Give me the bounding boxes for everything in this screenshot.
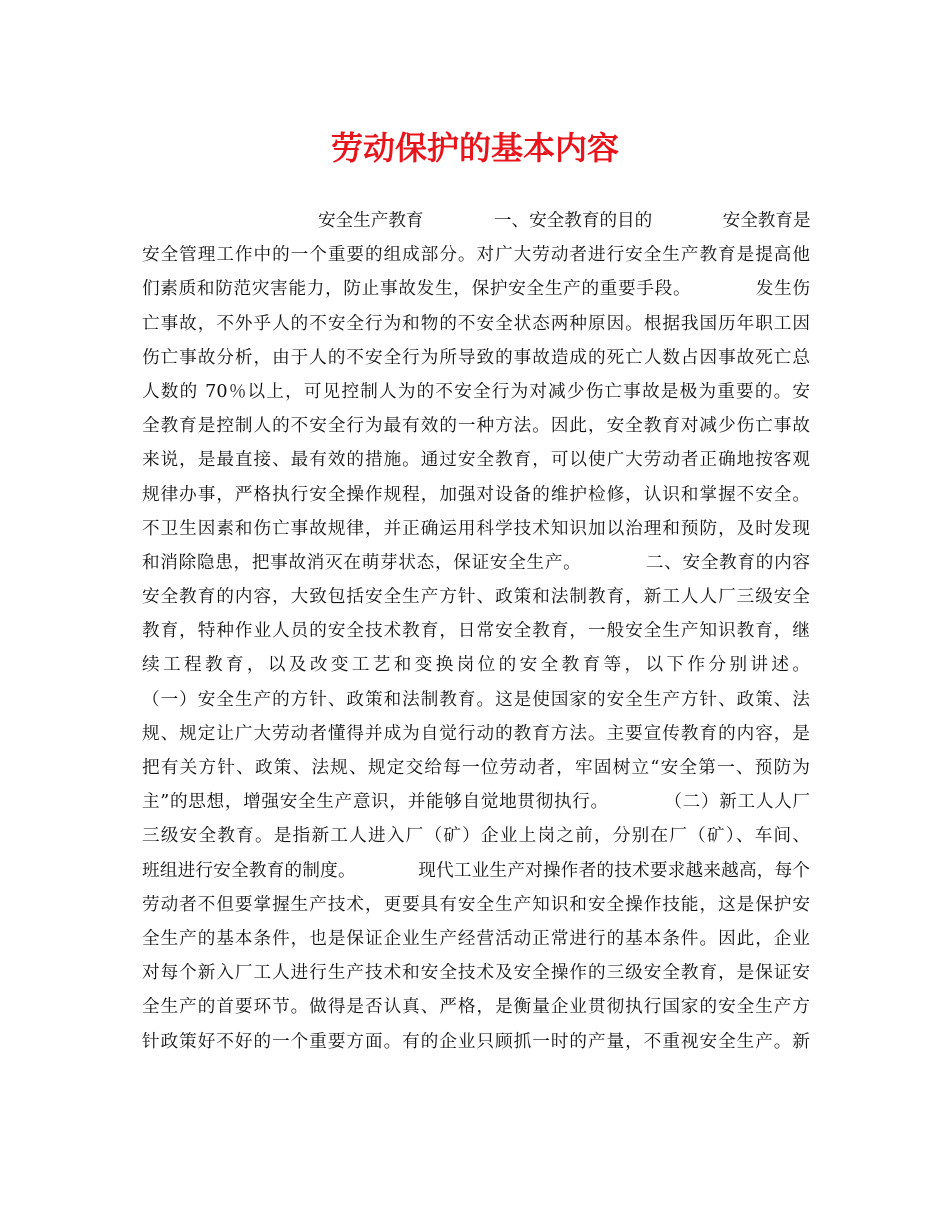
body-line: 教育，特种作业人员的安全技术教育，日常安全教育，一般安全生产知识教育，继 (142, 621, 810, 642)
body-line: 安全生产教育 一、安全教育的目的 安全教育是 (142, 211, 811, 231)
body-line: 安全管理工作中的一个重要的组成部分。对广大劳动者进行安全生产教育是提高他 (142, 245, 810, 266)
body-line: 对每个新入厂工人进行生产技术和安全技术及安全操作的三级安全教育，是保证安 (142, 963, 810, 984)
body-line: 把有关方针、政策、法规、规定交给每一位劳动者，牢固树立“安全第一、预防为 (142, 758, 810, 778)
body-line: 全生产的基本条件，也是保证企业生产经营活动正常进行的基本条件。因此，企业 (142, 928, 810, 949)
body-line: 劳动者不但要掌握生产技术，更要具有安全生产知识和安全操作技能，这是保护安 (142, 894, 810, 915)
body-line: 班组进行安全教育的制度。 现代工业生产对操作者的技术要求越来越高，每个 (142, 860, 810, 881)
body-line: 全教育是控制人的不安全行为最有效的一种方法。因此，安全教育对减少伤亡事故 (142, 416, 810, 437)
body-line: 规、规定让广大劳动者懂得并成为自觉行动的教育方法。主要宣传教育的内容，是 (142, 723, 810, 744)
body-line: 们素质和防范灾害能力，防止事故发生，保护安全生产的重要手段。 发生伤 (142, 279, 810, 300)
body-line: （一）安全生产的方针、政策和法制教育。这是使国家的安全生产方针、政策、法 (142, 689, 810, 710)
body-line: 针政策好不好的一个重要方面。有的企业只顾抓一时的产量，不重视安全生产。新 (142, 1031, 810, 1052)
body-line: 不卫生因素和伤亡事故规律，并正确运用科学技术知识加以治理和预防，及时发现 (142, 518, 810, 539)
body-line: 续工程教育，以及改变工艺和变换岗位的安全教育等，以下作分别讲述。 (142, 655, 810, 676)
body-line: 亡事故，不外乎人的不安全行为和物的不安全状态两种原因。根据我国历年职工因 (142, 313, 810, 334)
body-line: 来说，是最直接、最有效的措施。通过安全教育，可以使广大劳动者正确地按客观 (142, 450, 810, 471)
document-body (142, 204, 810, 1059)
document-title: 劳动保护的基本内容 (330, 129, 619, 167)
body-line: 全生产的首要环节。做得是否认真、严格，是衡量企业贯彻执行国家的安全生产方 (142, 997, 810, 1018)
body-line: 三级安全教育。是指新工人进入厂（矿）企业上岗之前，分别在厂（矿）、车间、 (142, 826, 810, 847)
body-line: 伤亡事故分析，由于人的不安全行为所导致的事故造成的死亡人数占因事故死亡总 (142, 347, 810, 368)
body-line: 规律办事，严格执行安全操作规程，加强对设备的维护检修，认识和掌握不安全。 (142, 484, 810, 505)
body-line: 和消除隐患，把事故消灭在萌芽状态，保证安全生产。 二、安全教育的内容 (142, 552, 810, 573)
body-line: 安全教育的内容，大致包括安全生产方针、政策和法制教育，新工人人厂三级安全 (142, 587, 810, 608)
body-line: 主”的思想，增强安全生产意识，并能够自觉地贯彻执行。 （二）新工人人厂 (142, 792, 810, 813)
body-line: 人数的 70％以上，可见控制人为的不安全行为对减少伤亡事故是极为重要的。安 (142, 381, 810, 402)
